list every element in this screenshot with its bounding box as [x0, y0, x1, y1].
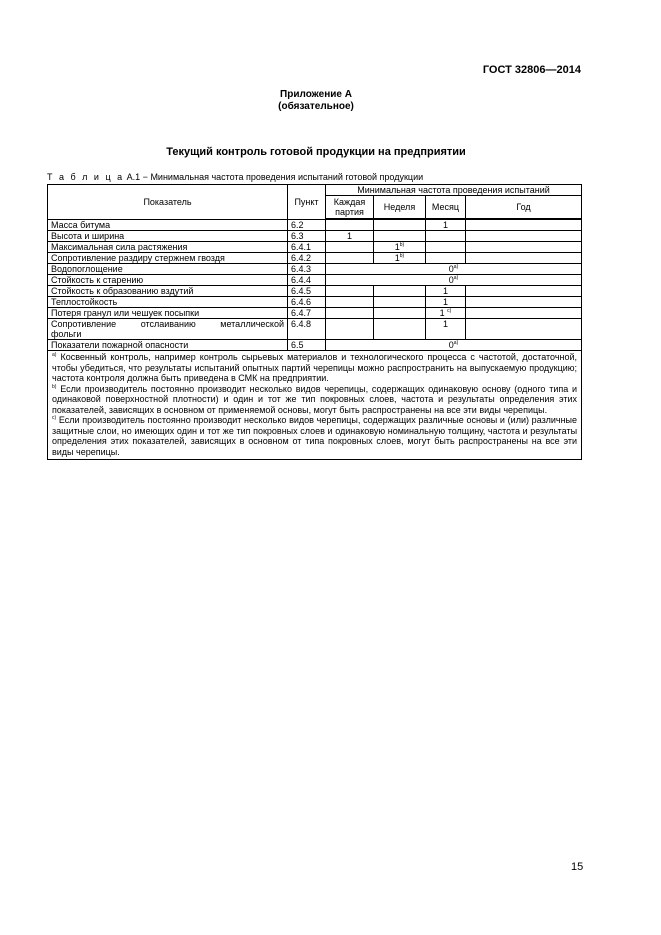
table-row [48, 297, 582, 308]
row-month: 1 [426, 297, 466, 308]
table-row [48, 275, 582, 286]
row-name: Стойкость к образованию вздутий [48, 286, 288, 297]
row-merged-value: 0$^{a)}$ [326, 275, 582, 286]
row-name: Стойкость к старению [48, 275, 288, 286]
row-year [466, 231, 582, 242]
annex-title: Приложение А [280, 89, 352, 100]
row-name: Сопротивление отслаиванию металлической фольги [48, 319, 288, 340]
row-year [466, 219, 582, 231]
row-month: 1 [426, 219, 466, 231]
row-week [374, 219, 426, 231]
table-caption-dash: − [142, 172, 148, 182]
row-week: 1$^{b)}$ [374, 253, 426, 264]
row-merged-value: 0$^{a)}$ [326, 264, 582, 275]
table-caption-prefix: Т а б л и ц а [47, 172, 125, 182]
page-number: 15 [571, 861, 584, 873]
header-month: Месяц [426, 196, 466, 220]
row-clause: 6.4.8 [288, 319, 326, 340]
section-title: Текущий контроль готовой продукции на предприятии [166, 146, 466, 158]
row-week [374, 231, 426, 242]
header-each-batch: Каждая партия [326, 196, 374, 220]
row-month [426, 231, 466, 242]
table-row [48, 319, 582, 340]
table-caption [47, 172, 423, 182]
table-caption-text: Минимальная частота проведения испытаний готовой продукции [150, 172, 424, 182]
row-clause: 6.2 [288, 219, 326, 231]
row-clause: 6.5 [288, 340, 326, 351]
row-month: 1 $^{c)}$ [426, 308, 466, 319]
row-name: Максимальная сила растяжения [48, 242, 288, 253]
row-each [326, 219, 374, 231]
annex-status: (обязательное) [278, 101, 354, 112]
row-week: 1$^{b)}$ [374, 242, 426, 253]
table-row [48, 264, 582, 275]
table-row [48, 231, 582, 242]
row-clause: 6.4.4 [288, 275, 326, 286]
row-clause: 6.3 [288, 231, 326, 242]
row-name: Теплостойкость [48, 297, 288, 308]
row-merged-value: 0$^{a)}$ [326, 340, 582, 351]
row-clause: 6.4.2 [288, 253, 326, 264]
table-row [48, 253, 582, 264]
row-name: Сопротивление раздиру стержнем гвоздя [48, 253, 288, 264]
table-row [48, 308, 582, 319]
row-clause: 6.4.1 [288, 242, 326, 253]
header-clause: Пункт [288, 185, 326, 220]
row-clause: 6.4.6 [288, 297, 326, 308]
row-clause: 6.4.5 [288, 286, 326, 297]
row-name: Водопоглощение [48, 264, 288, 275]
row-name: Показатели пожарной опасности [48, 340, 288, 351]
table-row [48, 242, 582, 253]
table-row [48, 219, 582, 231]
header-indicator: Показатель [48, 185, 288, 220]
note-b: $^{b)}$ Если производитель постоянно производит несколько видов черепицы, содержащих одинаковую основу (одного типа и одинаковой поверхностной плотности) и один и тот же тип покровных слоев, частота и результаты определения этих показателей, зависящих в основном от применяемой основы, могут быть распространены на все эти виды черепицы. [52, 383, 578, 415]
row-each: 1 [326, 231, 374, 242]
table-notes [48, 351, 582, 460]
header-frequency-group: Минимальная частота проведения испытаний [326, 185, 582, 196]
row-name: Высота и ширина [48, 231, 288, 242]
frequency-table [47, 184, 582, 460]
row-month: 1 [426, 286, 466, 297]
row-name: Потеря гранул или чешуек посыпки [48, 308, 288, 319]
header-week: Неделя [374, 196, 426, 220]
header-year: Год [466, 196, 582, 220]
table-row [48, 340, 582, 351]
row-month: 1 [426, 319, 466, 340]
row-clause: 6.4.7 [288, 308, 326, 319]
row-name: Масса битума [48, 219, 288, 231]
note-a: $^{a)}$ Косвенный контроль, например контроль сырьевых материалов и технологического процесса с частотой, достаточной, чтобы убедиться, что результаты испытаний опытных партий черепицы можно распространить на выпускаемую продукцию; частота контроля должна быть приведена в СМК на предприятии. [52, 352, 578, 383]
note-c: $^{c)}$ Если производитель постоянно производит несколько видов черепицы, содержащих различные основы и (или) различные защитные слои, но имеющих один и тот же тип покровных слоев и одинаковую номинальную толщину, частота и результаты определения этих показателей, зависящих в основном от типа покровных слоев, могут быть распространены на все эти виды черепицы. [52, 415, 578, 457]
table-row [48, 286, 582, 297]
standard-number: ГОСТ 32806—2014 [482, 64, 581, 76]
row-clause: 6.4.3 [288, 264, 326, 275]
table-caption-number: А.1 [126, 172, 141, 182]
